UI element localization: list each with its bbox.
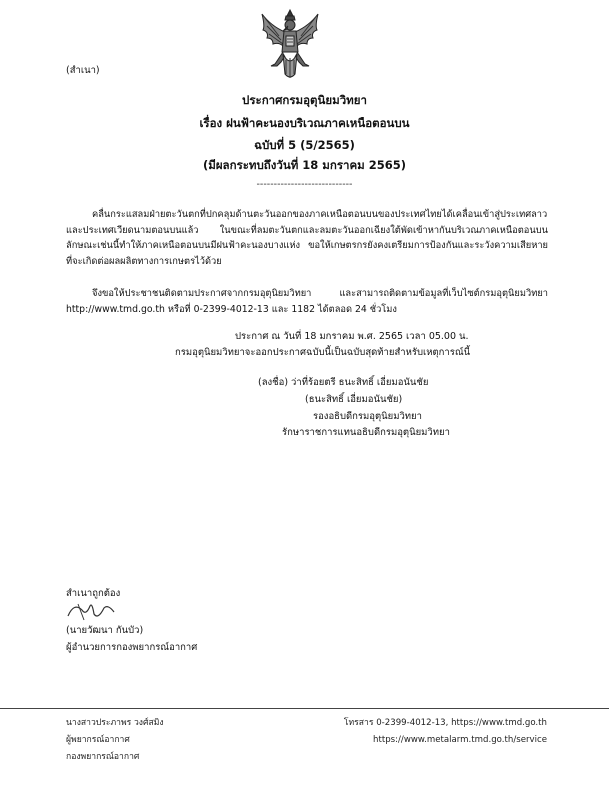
signatory-position: รองอธิบดีกรมอุตุนิยมวิทยา	[313, 411, 422, 422]
body-paragraph-2: จึงขอให้ประชาชนติดตามประกาศจากกรมอุตุนิยมวิทยา และสามารถติดตามข้อมูลที่เว็บไซต์กรมอุตุนิยมวิทยา http://www.tmd.go.th หรือที่ 0-2399-4012-13 และ 1182 ได้ตลอด 24 ชั่วโมง	[66, 288, 548, 315]
footer-contact: โทรสาร 0-2399-4012-13, https://www.tmd.go.th	[343, 718, 547, 728]
announcement-issue: ฉบับที่ 5 (5/2565)	[254, 138, 355, 152]
signatory-signed-line: (ลงชื่อ) ว่าที่ร้อยตรี ธนะสิทธิ์ เอี่ยมอนันชัย	[258, 377, 429, 388]
footer-forecaster-title: ผู้พยากรณ์อากาศ	[66, 735, 130, 745]
footer-service-url: https://www.metalarm.tmd.go.th/service	[373, 735, 547, 745]
handwritten-signature-icon	[64, 600, 124, 622]
certified-copy-label: สำเนาถูกต้อง	[66, 588, 121, 599]
announce-date-line: ประกาศ ณ วันที่ 18 มกราคม พ.ศ. 2565 เวลา 05.00 น.	[235, 331, 469, 342]
signatory-acting-position: รักษาราชการแทนอธิบดีกรมอุตุนิยมวิทยา	[282, 427, 450, 438]
title-separator: ----------------------------	[256, 179, 353, 190]
garuda-emblem-icon	[259, 8, 321, 82]
certifier-position: ผู้อำนวยการกองพยากรณ์อากาศ	[66, 642, 198, 653]
body-paragraph-1: คลื่นกระแสลมฝ่ายตะวันตกที่ปกคลุมด้านตะวันออกของภาคเหนือตอนบนของประเทศไทยได้เคลื่อนเข้าสู่ประเทศลาวและประเทศเวียดนามตอนบนแล้ว ในขณะที่ลมตะวันตกและลมตะวันออกเฉียงใต้พัดเข้าหากันบริเวณภาคเหนือตอนบน ลักษณะเช่นนี้ทำให้ภาคเหนือตอนบนมีฝนฟ้าคะนองบางแห่ง ขอให้เกษตรกรยังคงเตรียมการป้องกันและระวังความเสียหายที่จะเกิดต่อผลผลิตทางการเกษตรไว้ด้วย	[66, 209, 548, 267]
signatory-name: (ธนะสิทธิ์ เอี่ยมอนันชัย)	[305, 394, 403, 405]
footer-forecaster-name: นางสาวประภาพร วงศ์สมิง	[66, 718, 164, 728]
footer-divider	[0, 708, 609, 709]
copy-label: (สำเนา)	[66, 65, 100, 76]
announcement-subject: เรื่อง ฝนฟ้าคะนองบริเวณภาคเหนือตอนบน	[199, 116, 410, 130]
final-notice-line: กรมอุตุนิยมวิทยาจะออกประกาศฉบับนี้เป็นฉบับสุดท้ายสำหรับเหตุการณ์นี้	[175, 347, 471, 358]
announcement-effective-date: (มีผลกระทบถึงวันที่ 18 มกราคม 2565)	[202, 158, 407, 172]
announcement-title: ประกาศกรมอุตุนิยมวิทยา	[242, 93, 367, 107]
footer-division: กองพยากรณ์อากาศ	[66, 752, 140, 762]
certifier-name: (นายวัฒนา กันบัว)	[66, 625, 144, 636]
